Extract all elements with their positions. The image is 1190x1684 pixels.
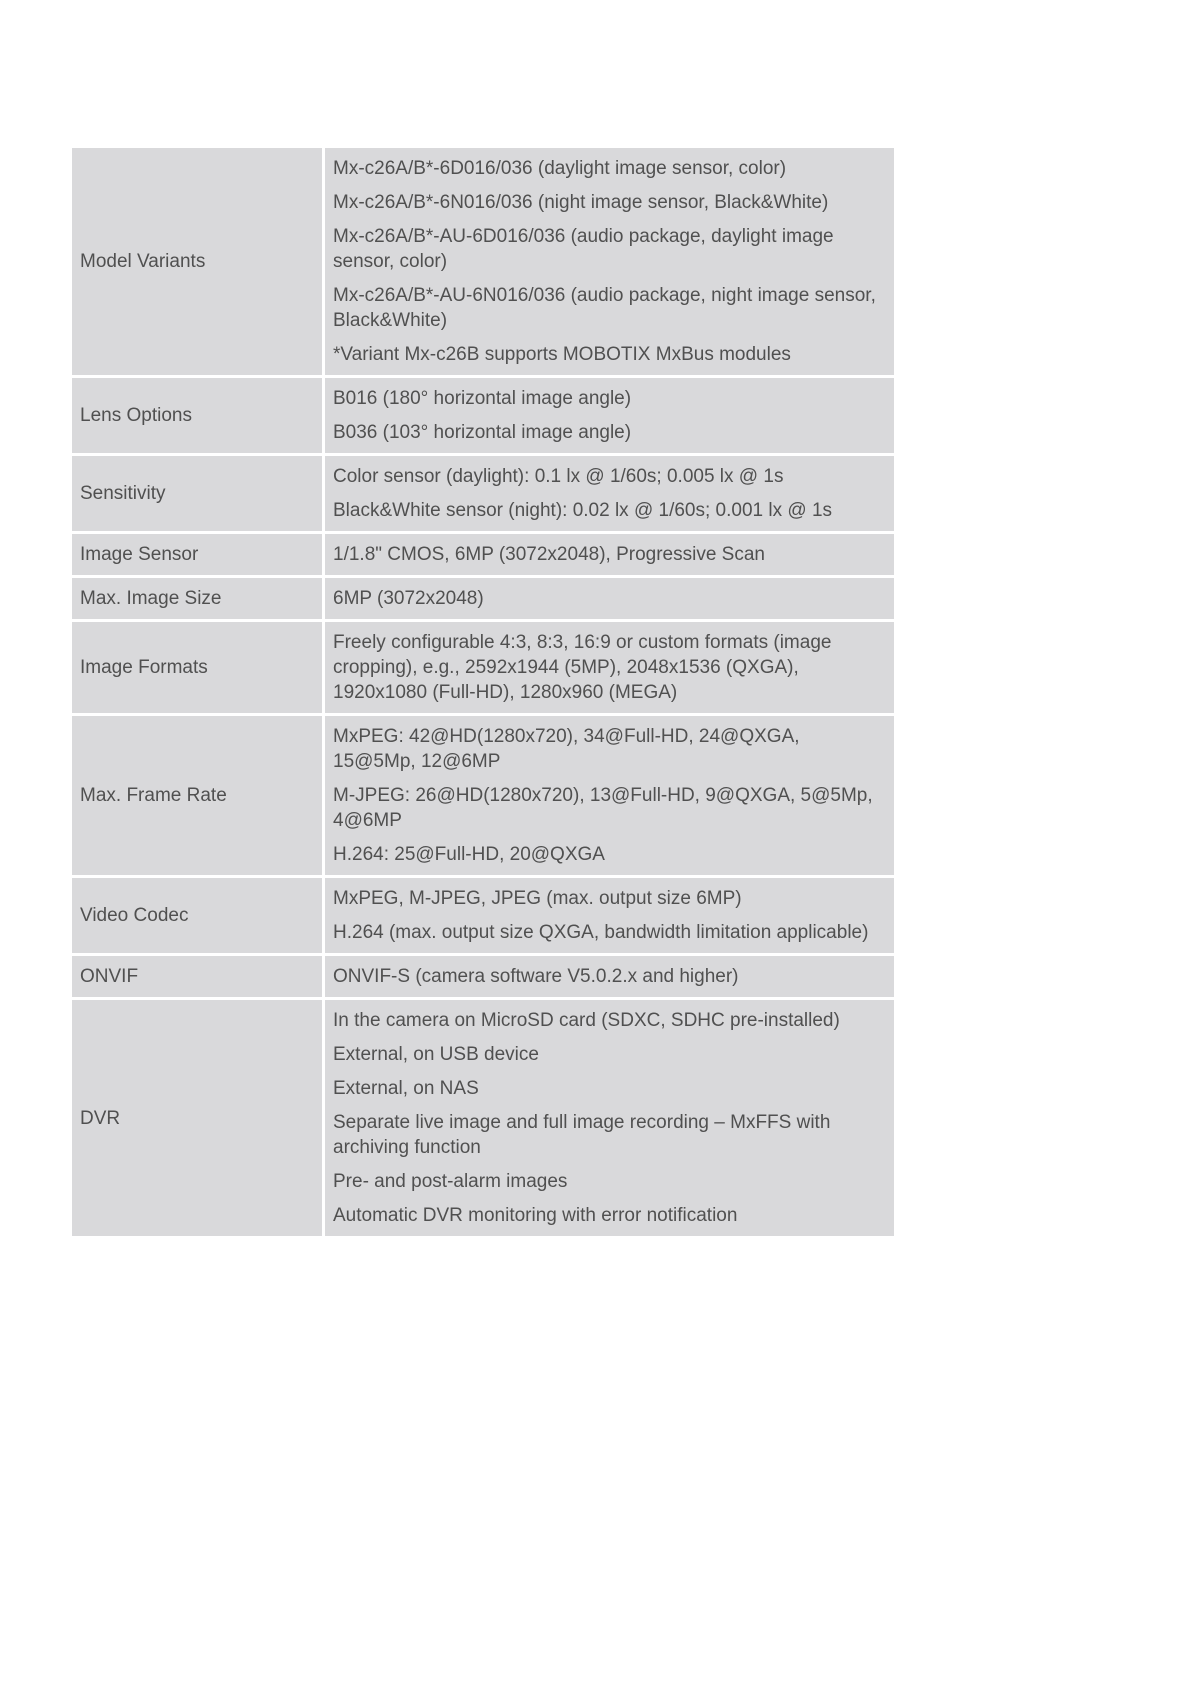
spec-value-line: Mx-c26A/B*-AU-6N016/036 (audio package, night image sensor, Black&White) (333, 285, 876, 331)
spec-value-cell (325, 378, 894, 453)
spec-value-line: B036 (103° horizontal image angle) (333, 422, 632, 443)
spec-label: Video Codec (72, 878, 322, 953)
spec-row (72, 578, 894, 619)
spec-label: Image Formats (72, 622, 322, 713)
spec-value-line: External, on NAS (333, 1078, 479, 1099)
spec-label: ONVIF (72, 956, 322, 997)
spec-row (72, 148, 894, 375)
spec-value-cell (325, 622, 894, 713)
spec-value-line: Color sensor (daylight): 0.1 lx @ 1/60s; 0.005 lx @ 1s (333, 466, 784, 487)
spec-value-line: Pre- and post-alarm images (333, 1171, 568, 1192)
spec-value-cell (325, 456, 894, 531)
spec-value-line: External, on USB device (333, 1044, 539, 1065)
spec-table-body (72, 148, 894, 1236)
spec-value-line: Mx-c26A/B*-AU-6D016/036 (audio package, daylight image sensor, color) (333, 226, 834, 272)
spec-label: Max. Image Size (72, 578, 322, 619)
spec-value-cell (325, 1000, 894, 1236)
spec-value-line: B016 (180° horizontal image angle) (333, 388, 632, 409)
spec-label: Model Variants (72, 148, 322, 375)
spec-value-line: H.264 (max. output size QXGA, bandwidth limitation applicable) (333, 922, 869, 943)
spec-value-line: 1/1.8" CMOS, 6MP (3072x2048), Progressive Scan (333, 544, 765, 565)
spec-row (72, 878, 894, 953)
spec-label: Image Sensor (72, 534, 322, 575)
spec-value-line: Separate live image and full image recording – MxFFS with archiving function (333, 1112, 831, 1158)
spec-row (72, 378, 894, 453)
spec-value-line: 6MP (3072x2048) (333, 588, 484, 609)
spec-value-cell (325, 878, 894, 953)
spec-value-line: H.264: 25@Full-HD, 20@QXGA (333, 844, 605, 865)
spec-value-line: Automatic DVR monitoring with error notification (333, 1205, 738, 1226)
spec-value-cell (325, 578, 894, 619)
spec-value-line: Black&White sensor (night): 0.02 lx @ 1/60s; 0.001 lx @ 1s (333, 500, 833, 521)
spec-label: DVR (72, 1000, 322, 1236)
spec-row (72, 1000, 894, 1236)
spec-value-line: *Variant Mx-c26B supports MOBOTIX MxBus modules (333, 344, 791, 365)
spec-label: Max. Frame Rate (72, 716, 322, 875)
spec-value-cell (325, 148, 894, 375)
spec-row (72, 534, 894, 575)
spec-label: Sensitivity (72, 456, 322, 531)
spec-row (72, 456, 894, 531)
spec-value-line: MxPEG, M-JPEG, JPEG (max. output size 6MP) (333, 888, 742, 909)
spec-value-line: M-JPEG: 26@HD(1280x720), 13@Full-HD, 9@QXGA, 5@5Mp, 4@6MP (333, 785, 873, 831)
spec-label: Lens Options (72, 378, 322, 453)
spec-value-line: Freely configurable 4:3, 8:3, 16:9 or custom formats (image cropping), e.g., 2592x1944 (5MP), 2048x1536 (QXGA), 1920x1080 (Full-HD), 1280x960 (MEGA) (333, 632, 832, 703)
spec-value-line: Mx-c26A/B*-6D016/036 (daylight image sensor, color) (333, 158, 787, 179)
spec-value-line: Mx-c26A/B*-6N016/036 (night image sensor, Black&White) (333, 192, 829, 213)
spec-value-cell (325, 716, 894, 875)
spec-value-line: ONVIF-S (camera software V5.0.2.x and higher) (333, 966, 739, 987)
spec-value-cell (325, 956, 894, 997)
spec-row (72, 622, 894, 713)
spec-table (69, 145, 897, 1239)
spec-row (72, 716, 894, 875)
spec-value-line: MxPEG: 42@HD(1280x720), 34@Full-HD, 24@QXGA, 15@5Mp, 12@6MP (333, 726, 800, 772)
spec-value-cell (325, 534, 894, 575)
spec-row (72, 956, 894, 997)
spec-value-line: In the camera on MicroSD card (SDXC, SDHC pre-installed) (333, 1010, 840, 1031)
